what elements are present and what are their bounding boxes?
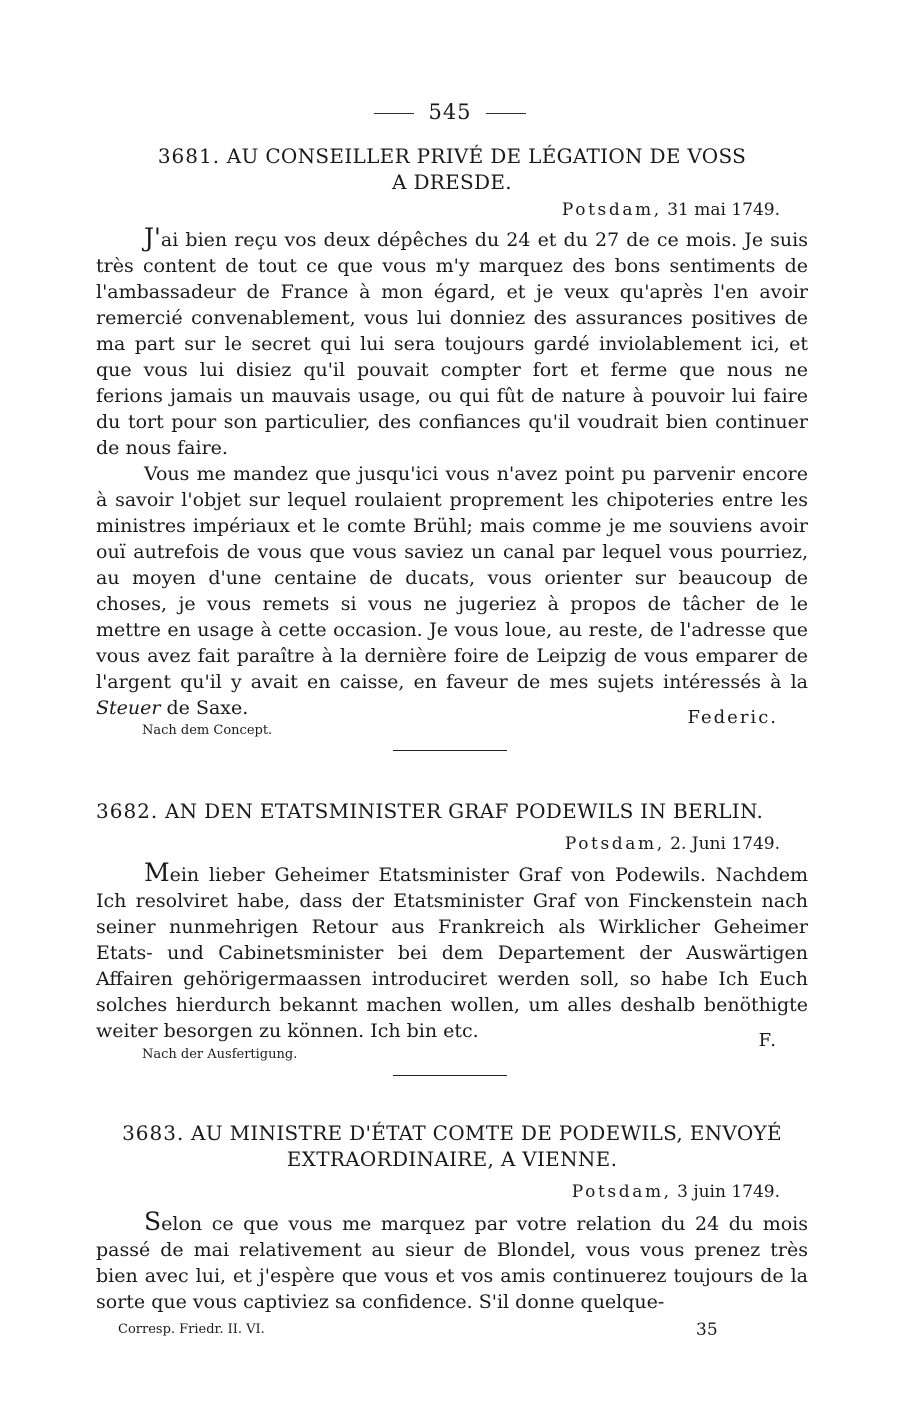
heading-line-2: A DRESDE.	[392, 170, 512, 194]
paragraph: Mein lieber Geheimer Etatsminister Graf von Podewils. Nachdem Ich resolviret habe, dass der Etatsminister Graf von Finckenstein nach seiner nunmehrigen Retour aus Frankreich als Wirklicher Geheimer Etats- und Cabinetsminister bei dem Departement der Auswärtigen Affairen gehörigermaassen introduciret werden soll, so habe Ich Euch solches hierdurch bekannt machen wollen, um alles deshalb benöthigte weiter besorgen zu können. Ich bin etc.	[96, 858, 808, 1042]
letter-3682-heading	[96, 798, 808, 824]
letter-number: 3682.	[96, 799, 159, 823]
letter-3683-heading	[96, 1120, 808, 1172]
page-number-text: 545	[428, 100, 472, 124]
section-divider	[393, 1075, 507, 1076]
date: 3 juin 1749.	[677, 1182, 780, 1202]
date: 2. Juni 1749.	[670, 834, 780, 854]
letter-3682-body	[96, 860, 808, 1044]
letter-3681-source: Nach dem Concept.	[142, 723, 273, 738]
letter-number: 3681.	[157, 144, 221, 168]
heading-line-2: EXTRAORDINAIRE, A VIENNE.	[286, 1147, 618, 1171]
letter-3682-signature: F.	[758, 1030, 778, 1051]
letter-3681-body	[96, 225, 808, 721]
paragraph-text: Vous me mandez que jusqu'ici vous n'avez point pu parvenir encore à savoir l'objet sur lequel roulaient proprement les chipoteries entre les ministres impériaux et le comte Brühl; mais comme je me souviens avoir ouï autrefois de vous que vous saviez un canal par lequel vous pourriez, au moyen d'une centaine de ducats, vous orienter sur beaucoup de choses, je vous remets si vous ne jugeriez à propos de tâcher de le mettre en usage à cette occasion. Je vous loue, au reste, de l'adresse que vous avez fait paraître à la dernière foire de Leipzig de vous emparer de l'argent qu'il y avait en caisse, en faveur de mes sujets intéressés à la	[96, 463, 808, 693]
paragraph: Selon ce que vous me marquez par votre relation du 24 du mois passé de mai relativement au sieur de Blondel, vous vous prenez très bien avec lui, et j'espère que vous et vos amis continuerez toujours de la sorte que vous captiviez sa confidence. S'il donne quelque-	[96, 1207, 808, 1313]
heading-line-1: AU CONSEILLER PRIVÉ DE LÉGATION DE VOSS	[226, 144, 747, 168]
letter-3683-dateline	[572, 1182, 780, 1202]
heading-line-1: AU MINISTRE D'ÉTAT COMTE DE PODEWILS, ENVOYÉ	[191, 1121, 782, 1145]
section-divider	[393, 750, 507, 751]
letter-3683-body	[96, 1209, 808, 1315]
letter-3681-dateline	[562, 200, 780, 220]
letter-3682-dateline	[565, 834, 780, 854]
heading-text: AN DEN ETATSMINISTER GRAF PODEWILS IN BERLIN.	[164, 799, 764, 823]
letter-3681-signature: Federic.	[687, 707, 778, 728]
place: Potsdam,	[571, 1182, 672, 1202]
paragraph: J'ai bien reçu vos deux dépêches du 24 et du 27 de ce mois. Je suis très content de tout ce que vous m'y marquez des bons sentiments de l'ambassadeur de France à mon égard, et je veux qu'après l'en avoir remercié convenablement, vous lui donniez des assurances positives de ma part sur le secret qui lui sera toujours gardé inviolablement ici, et que vous lui disiez qu'il pouvait compter fort et ferme que nous ne ferions jamais un mauvais usage, ou qui fût de nature à pouvoir lui faire du tort pour son particulier, des confiances qu'il voudrait bien continuer de nous faire.	[96, 223, 808, 459]
page-number-dash-left	[374, 113, 414, 114]
italic-word: Steuer	[96, 697, 161, 719]
paragraph-end: de Saxe.	[166, 697, 249, 719]
footer-signature-mark: 35	[696, 1320, 718, 1340]
letter-number: 3683.	[122, 1121, 185, 1145]
footer-collection-title: Corresp. Friedr. II. VI.	[118, 1322, 265, 1337]
paragraph	[96, 461, 808, 721]
place: Potsdam,	[561, 200, 662, 220]
place: Potsdam,	[564, 834, 665, 854]
page-number	[0, 100, 900, 124]
letter-3681-heading	[96, 143, 808, 195]
page-number-dash-right	[486, 113, 526, 114]
letter-3682-source: Nach der Ausfertigung.	[142, 1047, 298, 1062]
date: 31 mai 1749.	[667, 200, 780, 220]
